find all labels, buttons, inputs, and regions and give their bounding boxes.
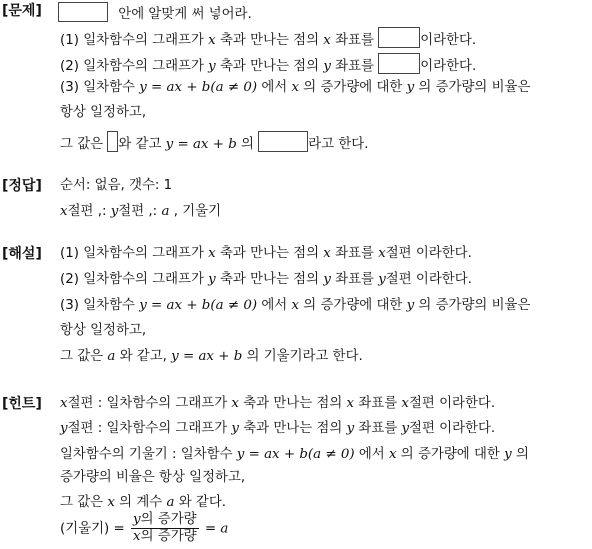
hint-line-2: y절편 : 일차함수의 그래프가 y 축과 만나는 점의 y 좌표를 y절편 이라한다. <box>60 421 496 436</box>
explanation-line-5: 그 값은 a 와 같고, y = ax + b 의 기울기라고 한다. <box>60 349 363 364</box>
explanation-line-4: 항상 일정하고, <box>60 323 147 338</box>
answer-line-1: 순서: 없음, 갯수: 1 <box>60 178 173 193</box>
answer-blank-1 <box>378 27 420 48</box>
slope-fraction <box>131 512 199 545</box>
problem-tag: [문제] <box>2 3 42 19</box>
problem-line-1: (1) 일차함수의 그래프가 x 축과 만나는 점의 x 좌표를 이라한다. <box>60 27 476 50</box>
problem-line-5: 그 값은 와 같고 y = ax + b 의 라고 한다. <box>60 131 369 154</box>
explanation-line-2: (2) 일차함수의 그래프가 y 축과 만나는 점의 y 좌표를 y절편 이라한다. <box>60 272 472 287</box>
slope-denominator: x의 증가량 <box>133 529 197 544</box>
problem-line-3: (3) 일차함수 y = ax + b(a ≠ 0) 에서 x 의 증가량에 대한 y 의 증가량의 비율은 <box>60 80 531 95</box>
answer-blank-3 <box>107 131 118 152</box>
explanation-line-3: (3) 일차함수 y = ax + b(a ≠ 0) 에서 x 의 증가량에 대한 y 의 증가량의 비율은 <box>60 298 531 313</box>
answer-tag: [정답] <box>2 178 42 194</box>
answer-blank-4 <box>258 131 308 152</box>
problem-line-2: (2) 일차함수의 그래프가 y 축과 만나는 점의 y 좌표를 이라한다. <box>60 53 476 76</box>
hint-slope-formula: (기울기) = $\frac{\text{y의 증가량}}{\text{x의 증가량}}$ = a <box>60 512 229 544</box>
hint-line-5: 그 값은 x 의 계수 a 와 같다. <box>60 495 227 510</box>
explanation-line-1: (1) 일차함수의 그래프가 x 축과 만나는 점의 x 좌표를 x절편 이라한다. <box>60 246 472 261</box>
problem-intro-line <box>58 2 252 24</box>
answer-blank-2 <box>378 53 420 74</box>
answer-line-2: x절편 ,: y절편 ,: a , 기울기 <box>60 204 222 219</box>
hint-tag: [힌트] <box>2 396 42 412</box>
slope-numerator: y의 증가량 <box>133 512 197 527</box>
answer-blank-box <box>58 2 108 22</box>
hint-line-1: x절편 : 일차함수의 그래프가 x 축과 만나는 점의 x 좌표를 x절편 이라한다. <box>60 396 496 411</box>
problem-intro: 안에 알맞게 써 넣어라. <box>118 7 252 22</box>
hint-line-3: 일차함수의 기울기 : 일차함수 y = ax + b(a ≠ 0) 에서 x 의 증가량에 대한 y 의 <box>60 447 529 462</box>
problem-line-4: 항상 일정하고, <box>60 105 147 120</box>
hint-line-4: 증가량의 비율은 항상 일정하고, <box>60 470 246 485</box>
explanation-tag: [해설] <box>2 246 42 262</box>
